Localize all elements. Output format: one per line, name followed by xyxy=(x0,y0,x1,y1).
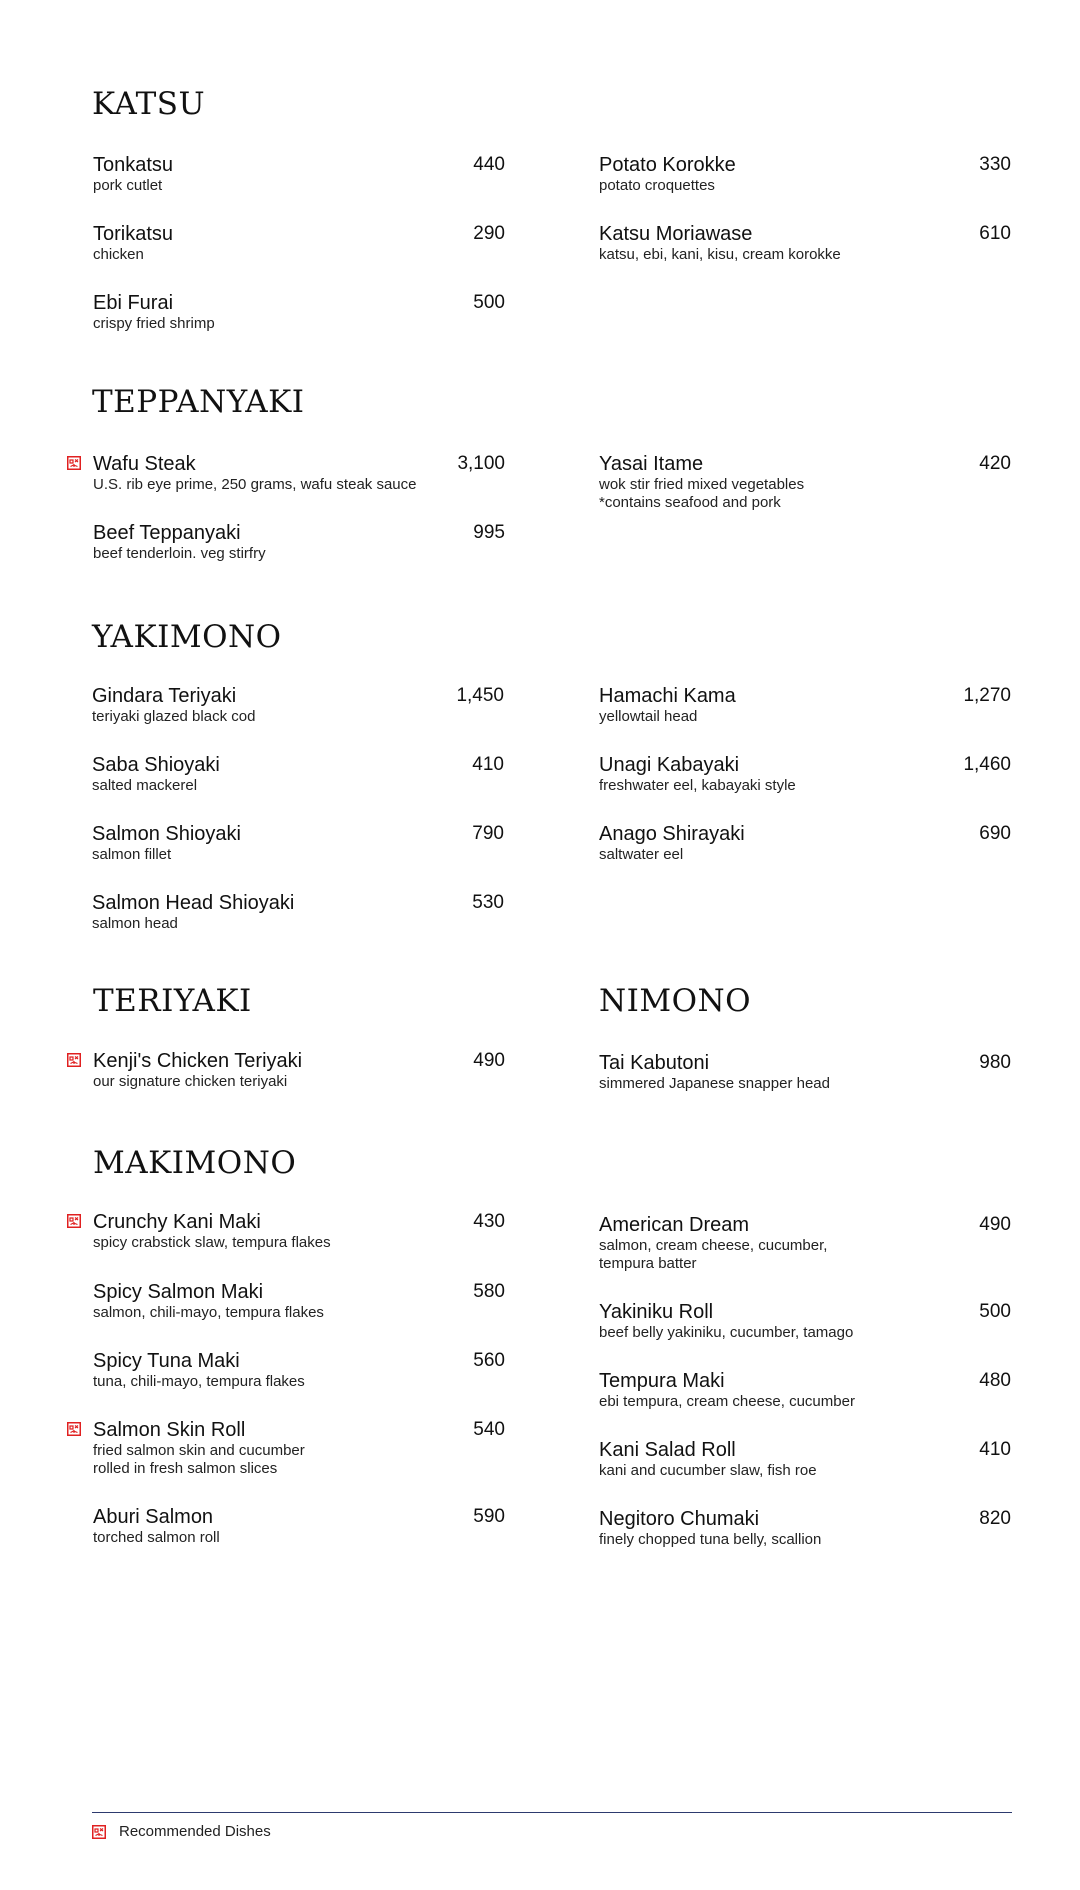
menu-item xyxy=(92,684,504,726)
item-description: salmon head xyxy=(92,915,178,932)
item-name: Spicy Tuna Maki xyxy=(93,1350,240,1372)
section-title-yakimono: YAKIMONO xyxy=(92,619,282,655)
item-name: Ebi Furai xyxy=(93,292,174,314)
item-name: Unagi Kabayaki xyxy=(599,754,740,776)
menu-item xyxy=(93,291,505,333)
item-price: 995 xyxy=(473,522,505,543)
menu-item xyxy=(599,753,1011,795)
item-price: 330 xyxy=(979,154,1011,175)
recommended-icon xyxy=(67,1053,81,1067)
item-description: U.S. rib eye prime, 250 grams, wafu steak sauce xyxy=(93,476,417,493)
item-description: salted mackerel xyxy=(92,777,198,794)
item-price: 610 xyxy=(979,223,1011,244)
item-price: 430 xyxy=(473,1211,505,1232)
item-name: Salmon Skin Roll xyxy=(93,1419,246,1441)
menu-item xyxy=(599,684,1011,726)
menu-item xyxy=(93,1349,505,1391)
item-description: potato croquettes xyxy=(599,177,715,194)
item-description: ebi tempura, cream cheese, cucumber xyxy=(599,1393,855,1410)
item-price: 820 xyxy=(979,1508,1011,1529)
menu-item xyxy=(93,1280,505,1322)
item-name: Tonkatsu xyxy=(93,154,174,176)
item-name: Salmon Shioyaki xyxy=(92,823,241,845)
section-title-nimono: NIMONO xyxy=(599,983,752,1019)
menu-item xyxy=(93,1049,505,1091)
item-price: 980 xyxy=(979,1052,1011,1073)
item-description: spicy crabstick slaw, tempura flakes xyxy=(93,1234,331,1251)
item-description: kani and cucumber slaw, fish roe xyxy=(599,1462,817,1479)
item-price: 560 xyxy=(473,1350,505,1371)
menu-item xyxy=(93,1418,505,1478)
menu-item xyxy=(93,1505,505,1547)
recommended-icon xyxy=(67,1214,81,1228)
menu-item xyxy=(599,452,1011,512)
section-title-katsu: KATSU xyxy=(92,86,206,122)
item-price: 290 xyxy=(473,223,505,244)
menu-item xyxy=(93,222,505,264)
recommended-icon xyxy=(92,1825,106,1839)
menu-item xyxy=(92,822,504,864)
item-name: Salmon Head Shioyaki xyxy=(92,892,295,914)
item-price: 480 xyxy=(979,1370,1011,1391)
item-description: tuna, chili-mayo, tempura flakes xyxy=(93,1373,305,1390)
item-name: Kani Salad Roll xyxy=(599,1439,736,1461)
item-description: our signature chicken teriyaki xyxy=(93,1073,288,1090)
item-price: 690 xyxy=(979,823,1011,844)
menu-item xyxy=(92,891,504,933)
item-description-line2: rolled in fresh salmon slices xyxy=(93,1460,278,1477)
item-description: freshwater eel, kabayaki style xyxy=(599,777,796,794)
item-description: finely chopped tuna belly, scallion xyxy=(599,1531,822,1548)
menu-item xyxy=(599,1051,1011,1093)
item-name: Katsu Moriawase xyxy=(599,223,753,245)
menu-item xyxy=(93,153,505,195)
item-name: Beef Teppanyaki xyxy=(93,522,241,544)
item-description: wok stir fried mixed vegetables xyxy=(599,476,805,493)
menu-item xyxy=(93,452,505,494)
item-description: torched salmon roll xyxy=(93,1529,220,1546)
menu-item xyxy=(599,1213,1011,1273)
item-name: Wafu Steak xyxy=(93,453,196,475)
menu-item xyxy=(599,222,1011,264)
menu-item xyxy=(599,153,1011,195)
item-price: 500 xyxy=(473,292,505,313)
item-name: Potato Korokke xyxy=(599,154,736,176)
item-description: yellowtail head xyxy=(599,708,698,725)
item-name: Gindara Teriyaki xyxy=(92,685,237,707)
item-price: 540 xyxy=(473,1419,505,1440)
item-name: Yakiniku Roll xyxy=(599,1301,714,1323)
item-description-line2: tempura batter xyxy=(599,1255,697,1272)
item-description-note: *contains seafood and pork xyxy=(599,494,781,511)
recommended-icon xyxy=(67,1422,81,1436)
item-price: 530 xyxy=(472,892,504,913)
item-price: 410 xyxy=(472,754,504,775)
item-price: 410 xyxy=(979,1439,1011,1460)
section-title-makimono: MAKIMONO xyxy=(93,1145,297,1181)
item-name: Spicy Salmon Maki xyxy=(93,1281,264,1303)
item-name: Yasai Itame xyxy=(599,453,704,475)
item-price: 1,460 xyxy=(963,754,1011,775)
item-description: beef belly yakiniku, cucumber, tamago xyxy=(599,1324,854,1341)
item-name: Torikatsu xyxy=(93,223,174,245)
menu-item xyxy=(599,1300,1011,1342)
item-price: 500 xyxy=(979,1301,1011,1322)
menu-item xyxy=(599,822,1011,864)
section-title-teppanyaki: TEPPANYAKI xyxy=(92,384,305,420)
item-name: Anago Shirayaki xyxy=(599,823,745,845)
menu-item xyxy=(599,1369,1011,1411)
item-description: simmered Japanese snapper head xyxy=(599,1075,830,1092)
item-name: Saba Shioyaki xyxy=(92,754,220,776)
item-description: pork cutlet xyxy=(93,177,163,194)
item-description: saltwater eel xyxy=(599,846,684,863)
item-description: salmon, cream cheese, cucumber, xyxy=(599,1237,828,1254)
item-description: beef tenderloin. veg stirfry xyxy=(93,545,266,562)
item-description: teriyaki glazed black cod xyxy=(92,708,256,725)
item-name: Kenji's Chicken Teriyaki xyxy=(93,1050,303,1072)
item-name: American Dream xyxy=(599,1214,750,1236)
menu-item xyxy=(92,753,504,795)
item-name: Negitoro Chumaki xyxy=(599,1508,760,1530)
item-price: 1,270 xyxy=(963,685,1011,706)
item-price: 1,450 xyxy=(456,685,504,706)
item-description: chicken xyxy=(93,246,144,263)
item-price: 790 xyxy=(472,823,504,844)
item-description: salmon, chili-mayo, tempura flakes xyxy=(93,1304,324,1321)
recommended-icon xyxy=(67,456,81,470)
footer-divider xyxy=(92,1812,1012,1813)
item-price: 440 xyxy=(473,154,505,175)
item-description: crispy fried shrimp xyxy=(93,315,215,332)
menu-item xyxy=(93,521,505,563)
legend-label: Recommended Dishes xyxy=(119,1823,271,1840)
item-name: Tai Kabutoni xyxy=(599,1052,710,1074)
section-title-teriyaki: TERIYAKI xyxy=(93,983,252,1019)
item-name: Aburi Salmon xyxy=(93,1506,214,1528)
item-name: Hamachi Kama xyxy=(599,685,736,707)
item-price: 420 xyxy=(979,453,1011,474)
item-name: Crunchy Kani Maki xyxy=(93,1211,261,1233)
item-description: fried salmon skin and cucumber xyxy=(93,1442,305,1459)
menu-item xyxy=(93,1210,505,1252)
item-price: 490 xyxy=(979,1214,1011,1235)
item-price: 490 xyxy=(473,1050,505,1071)
item-description: salmon fillet xyxy=(92,846,172,863)
item-description: katsu, ebi, kani, kisu, cream korokke xyxy=(599,246,841,263)
item-price: 3,100 xyxy=(457,453,505,474)
menu-item xyxy=(599,1438,1011,1480)
item-price: 590 xyxy=(473,1506,505,1527)
item-price: 580 xyxy=(473,1281,505,1302)
menu-item xyxy=(599,1507,1011,1549)
item-name: Tempura Maki xyxy=(599,1370,725,1392)
